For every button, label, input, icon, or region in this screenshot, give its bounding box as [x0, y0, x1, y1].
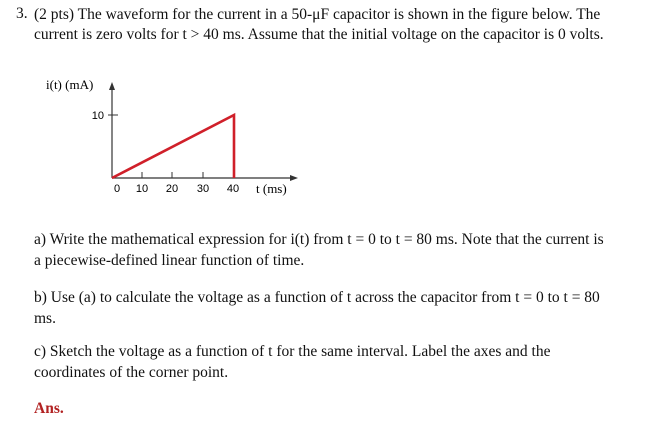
- part-c-line-2: coordinates of the corner point.: [34, 364, 229, 381]
- x-axis-label: t (ms): [256, 181, 287, 196]
- x-tick-label-40: 40: [226, 183, 240, 195]
- y-axis-label: i(t) (mA): [46, 77, 94, 92]
- part-b: [34, 287, 644, 329]
- problem-number: 3.: [16, 5, 28, 22]
- x-tick-label-0: 0: [113, 183, 121, 195]
- x-tick-label-10: 10: [135, 183, 149, 195]
- part-a-line-1: a) Write the mathematical expression for i(t) from t = 0 to t = 80 ms. Note that the current is: [34, 231, 604, 248]
- part-c: [34, 341, 644, 383]
- y-tick-label: 10: [91, 110, 104, 122]
- x-axis-arrow-icon: [290, 175, 298, 181]
- part-c-line-1: c) Sketch the voltage as a function of t for the same interval. Label the axes and the: [34, 343, 551, 360]
- y-axis-arrow-icon: [109, 82, 115, 90]
- problem-line-2: current is zero volts for t > 40 ms. Assume that the initial voltage on the capacitor is 0 volts.: [34, 26, 604, 43]
- answer-label: Ans.: [34, 400, 64, 417]
- x-tick-label-30: 30: [196, 183, 210, 195]
- part-a-line-2: a piecewise-defined linear function of time.: [34, 252, 305, 269]
- x-tick-label-20: 20: [165, 183, 179, 195]
- part-a: [34, 229, 644, 271]
- current-waveform-line: [112, 115, 234, 178]
- part-b-line-2: ms.: [34, 310, 56, 327]
- part-b-line-1: b) Use (a) to calculate the voltage as a function of t across the capacitor from t = 0 to t = 80: [34, 289, 600, 306]
- problem-line-1: (2 pts) The waveform for the current in a 50-μF capacitor is shown in the figure below. The: [34, 6, 601, 23]
